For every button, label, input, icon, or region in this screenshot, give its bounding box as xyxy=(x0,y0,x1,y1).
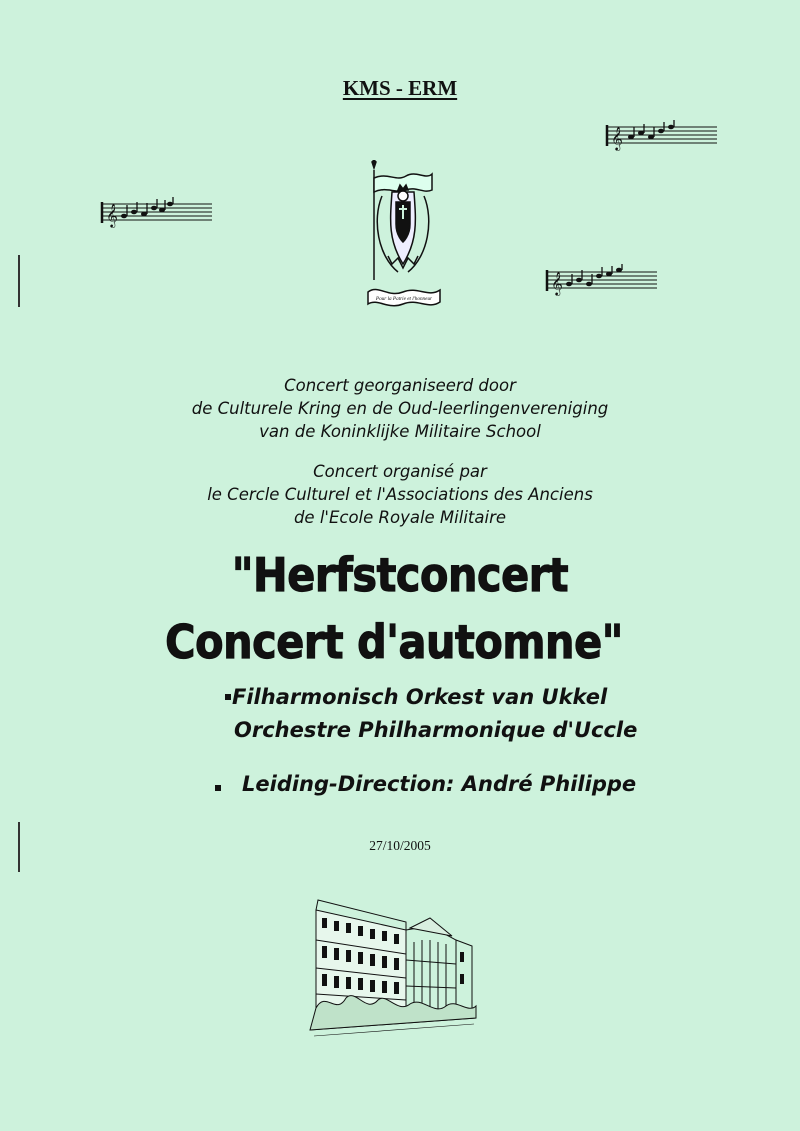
header-title: KMS - ERM xyxy=(342,76,458,100)
orchestra-nl: Filharmonisch Orkest van Ukkel xyxy=(232,685,608,709)
svg-text:𝄞: 𝄞 xyxy=(551,271,563,295)
page-header xyxy=(0,76,800,101)
conductor: Leiding-Direction: André Philippe xyxy=(242,772,637,796)
organizer-fr-line3: de l'Ecole Royale Militaire xyxy=(293,508,507,527)
concert-title-line2: Concert d'automne" xyxy=(165,615,623,669)
music-staff-icon xyxy=(605,119,719,151)
binding-mark-top xyxy=(18,255,20,307)
svg-text:𝄞: 𝄞 xyxy=(106,203,118,227)
organizer-fr-line2: le Cercle Culturel et l'Associations des Anciens xyxy=(207,485,593,504)
crest-motto: Pour la Patrie et l'honneur xyxy=(375,296,433,302)
organizer-nl-line1: Concert georganiseerd door xyxy=(284,376,516,395)
concert-title-line1: "Herfstconcert xyxy=(231,548,569,602)
bullet-icon xyxy=(215,785,221,791)
svg-text:𝄞: 𝄞 xyxy=(611,126,623,150)
organizer-fr-line1: Concert organisé par xyxy=(313,462,487,481)
royal-military-school-crest-icon xyxy=(358,160,448,312)
concert-date: 27/10/2005 xyxy=(369,838,431,853)
organizer-nl-line2: de Culturele Kring en de Oud-leerlingenvereniging xyxy=(191,399,609,418)
organizer-nl-line3: van de Koninklijke Militaire School xyxy=(259,422,541,441)
music-staff-icon xyxy=(100,196,214,228)
organizer-nl xyxy=(0,374,800,443)
organizer-fr xyxy=(0,460,800,529)
school-building-engraving-icon xyxy=(306,890,480,1040)
music-staff-icon xyxy=(545,264,659,296)
orchestra-fr: Orchestre Philharmonique d'Uccle xyxy=(234,718,638,742)
bullet-icon xyxy=(225,694,231,700)
